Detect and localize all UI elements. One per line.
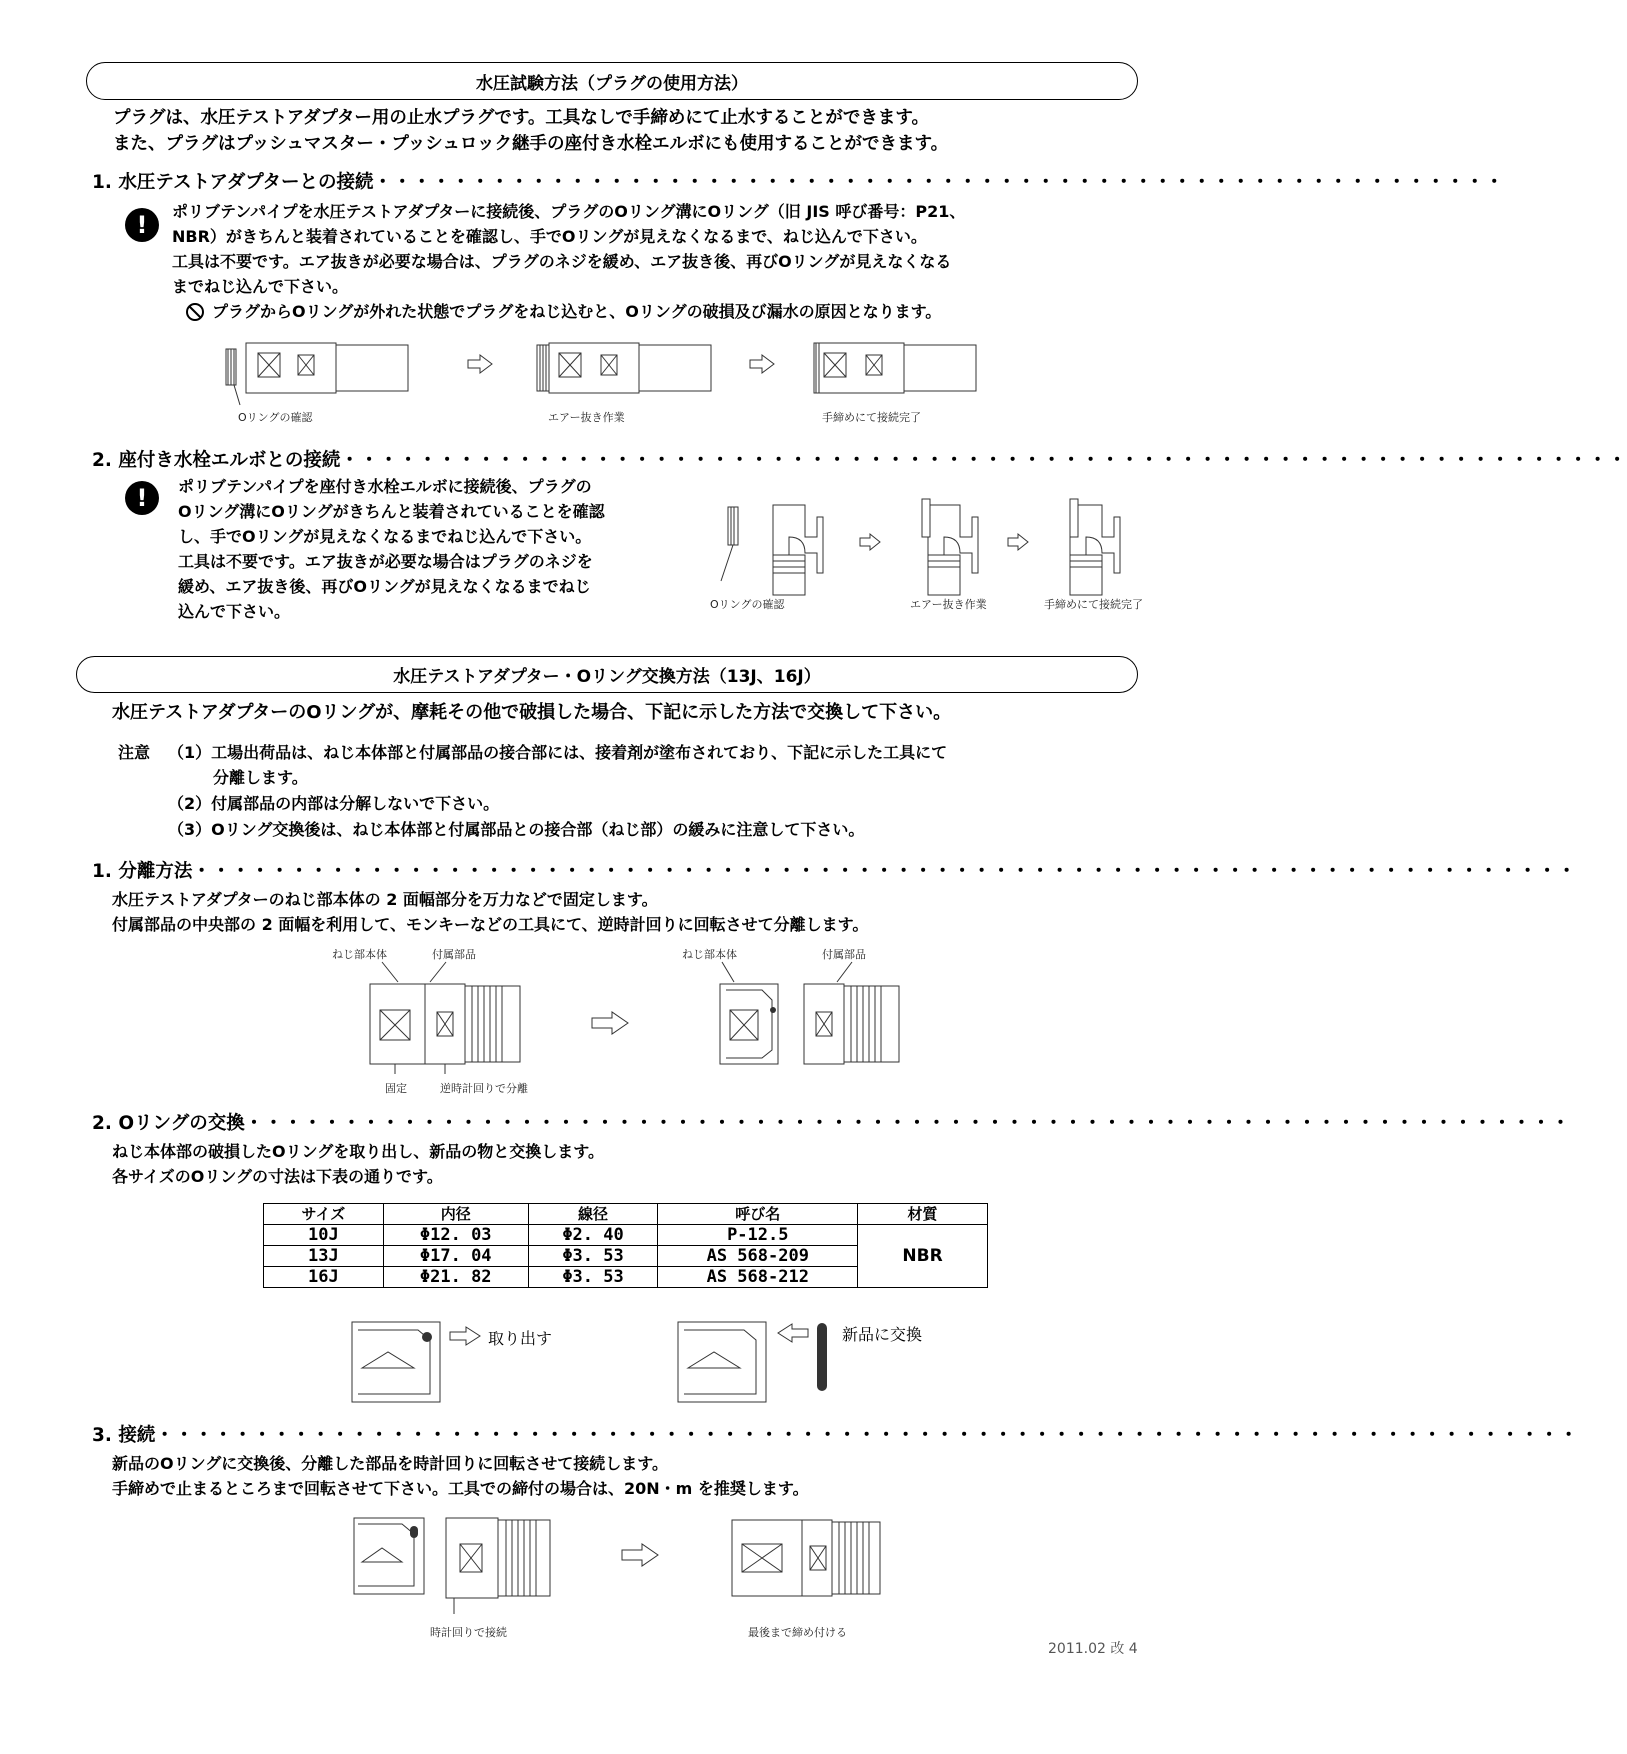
note-1b: 分離します。 [213, 768, 308, 787]
b2-diagram-replace [674, 1318, 774, 1406]
b2-heading: 2. Oリングの交換・・・・・・・・・・・・・・・・・・・・・・・・・・・・・・・・・・・・・・・・・・・・・・・・・・・・・・・・・・・・・・・・・・・・ [92, 1113, 1571, 1134]
table-cell: AS 568-209 [658, 1246, 858, 1267]
s1-diagram-2 [533, 335, 733, 405]
table-header: 線径 [528, 1204, 658, 1225]
oring-size-table [263, 1203, 988, 1288]
b3-heading: 3. 接続・・・・・・・・・・・・・・・・・・・・・・・・・・・・・・・・・・・・・・・・・・・・・・・・・・・・・・・・・・・・・・・・・・・・・・・・・ [92, 1425, 1579, 1446]
arrow-right-icon [620, 1542, 660, 1568]
section-header-title: 水圧テストアダプター・Oリング交換方法（13J、16J） [393, 667, 821, 687]
s1-prohibit-text: プラグからOリングが外れた状態でプラグをねじ込むと、Oリングの破損及び漏水の原因となります。 [212, 302, 942, 321]
table-cell: Φ3. 53 [528, 1267, 658, 1288]
table-cell: Φ21. 82 [383, 1267, 528, 1288]
s2-diagram-2 [908, 495, 998, 595]
b1-heading: 1. 分離方法・・・・・・・・・・・・・・・・・・・・・・・・・・・・・・・・・・・・・・・・・・・・・・・・・・・・・・・・・・・・・・・・・・・・・・・ [92, 861, 1577, 882]
s2-diagram-3 [1050, 495, 1140, 595]
s2-caption-3: 手締めにて接続完了 [1044, 598, 1143, 611]
leader-dots: ・・・・・・・・・・・・・・・・・・・・・・・・・・・・・・・・・・・・・・・・・・・・・・・・・・・・・・・・・・ [373, 172, 1505, 193]
table-cell: Φ2. 40 [528, 1225, 658, 1246]
arrow-right-icon [448, 1325, 482, 1347]
s2-caption-2: エアー抜き作業 [910, 598, 987, 611]
s2-line-4: 工具は不要です。エア抜きが必要な場合はプラグのネジを [178, 552, 593, 571]
table-cell-material: NBR [858, 1225, 988, 1288]
b1-label-body: ねじ部本体 [332, 948, 387, 961]
new-oring-icon [816, 1322, 828, 1392]
arrow-right-icon [466, 353, 494, 375]
table-cell: P-12.5 [658, 1225, 858, 1246]
arrow-right-icon [590, 1010, 630, 1036]
warning-icon: ! [125, 481, 159, 515]
table-cell: Φ12. 03 [383, 1225, 528, 1246]
b3-line-1: 新品のOリングに交換後、分離した部品を時計回りに回転させて接続します。 [112, 1454, 669, 1473]
b3-line-2: 手締めで止まるところまで回転させて下さい。工具での締付の場合は、20N・m を推奨します。 [112, 1479, 809, 1498]
table-row [264, 1225, 988, 1246]
b1-label-part2: 付属部品 [822, 948, 866, 961]
b2-replace-label: 新品に交換 [842, 1325, 923, 1344]
table-header-row [264, 1204, 988, 1225]
section-header-water-pressure-test [86, 62, 1138, 100]
table-cell: Φ3. 53 [528, 1246, 658, 1267]
s1-line-4: までねじ込んで下さい。 [172, 277, 349, 296]
table-cell: 16J [264, 1267, 384, 1288]
b2-diagram-remove [348, 1318, 448, 1406]
section-header-oring-replacement [76, 656, 1138, 693]
section-2-heading: 2. 座付き水栓エルボとの接続・・・・・・・・・・・・・・・・・・・・・・・・・・・・・・・・・・・・・・・・・・・・・・・・・・・・・・・・・・・・・・・・・・ [92, 450, 1627, 471]
table-header: 内径 [383, 1204, 528, 1225]
s1-caption-3: 手締めにて接続完了 [822, 411, 921, 424]
warning-icon: ! [125, 208, 159, 242]
s2-diagram-1 [713, 495, 833, 595]
b1-diagram-assembled [360, 960, 530, 1080]
b1-label-part: 付属部品 [432, 948, 476, 961]
note-2: （2）付属部品の内部は分解しないで下さい。 [168, 794, 500, 813]
section-header-title: 水圧試験方法（プラグの使用方法） [476, 73, 748, 94]
notes-label: 注意 [118, 743, 151, 762]
intro2-line: 水圧テストアダプターのOリングが、摩耗その他で破損した場合、下記に示した方法で交換して下さい。 [112, 702, 952, 723]
b3-final-label: 最後まで締め付ける [748, 1626, 847, 1639]
s2-line-2: Oリング溝にOリングがきちんと装着されていることを確認 [178, 502, 605, 521]
intro-line-1: プラグは、水圧テストアダプター用の止水プラグです。工具なしで手締めにて止水することができます。 [113, 108, 930, 128]
intro-line-2: また、プラグはプッシュマスター・プッシュロック継手の座付き水栓エルボにも使用することができます。 [113, 134, 949, 154]
b1-line-1: 水圧テストアダプターのねじ部本体の 2 面幅部分を万力などで固定します。 [112, 890, 658, 909]
s1-line-3: 工具は不要です。エア抜きが必要な場合は、プラグのネジを緩め、エア抜き後、再びOリングが見えなくなる [172, 252, 952, 271]
s2-line-1: ポリブテンパイプを座付き水栓エルボに接続後、プラグの [178, 477, 592, 496]
table-header: サイズ [264, 1204, 384, 1225]
b1-label-body2: ねじ部本体 [682, 948, 737, 961]
s1-diagram-1 [218, 335, 418, 405]
b3-diagram-after [728, 1510, 888, 1610]
leader-dots: ・・・・・・・・・・・・・・・・・・・・・・・・・・・・・・・・・・・・・・・・・・・・・・・・・・・・・・・・・・・・・・・・・・・・ [244, 1113, 1571, 1134]
b2-line-1: ねじ本体部の破損したOリングを取り出し、新品の物と交換します。 [112, 1142, 605, 1161]
b3-diagram-before [350, 1510, 560, 1620]
prohibited-icon [185, 302, 205, 322]
b3-cw-label: 時計回りで接続 [430, 1626, 507, 1639]
section-1-heading: 1. 水圧テストアダプターとの接続・・・・・・・・・・・・・・・・・・・・・・・・・・・・・・・・・・・・・・・・・・・・・・・・・・・・・・・・・・ [92, 172, 1505, 193]
table-cell: 13J [264, 1246, 384, 1267]
arrow-right-icon [1006, 532, 1030, 552]
arrow-right-icon [748, 353, 776, 375]
s1-line-1: ポリブテンパイプを水圧テストアダプターに接続後、プラグのOリング溝にOリング（旧 JIS 呼び番号：P21、 [172, 202, 966, 221]
s1-diagram-3 [810, 335, 1010, 405]
table-header: 呼び名 [658, 1204, 858, 1225]
leader-dots: ・・・・・・・・・・・・・・・・・・・・・・・・・・・・・・・・・・・・・・・・・・・・・・・・・・・・・・・・・・・・・・・・・・・・・・・ [192, 861, 1577, 882]
b2-line-2: 各サイズのOリングの寸法は下表の通りです。 [112, 1167, 443, 1186]
s1-caption-2: エアー抜き作業 [548, 411, 625, 424]
leader-dots: ・・・・・・・・・・・・・・・・・・・・・・・・・・・・・・・・・・・・・・・・・・・・・・・・・・・・・・・・・・・・・・・・・・・・・・・・・ [155, 1425, 1579, 1446]
table-cell: AS 568-212 [658, 1267, 858, 1288]
b1-line-2: 付属部品の中央部の 2 面幅を利用して、モンキーなどの工具にて、逆時計回りに回転させて分離します。 [112, 915, 869, 934]
table-cell: 10J [264, 1225, 384, 1246]
s1-line-2: NBR）がきちんと装着されていることを確認し、手でOリングが見えなくなるまで、ねじ込んで下さい。 [172, 227, 927, 246]
b1-label-ccw: 逆時計回りで分離 [440, 1082, 528, 1095]
arrow-right-icon [858, 532, 882, 552]
s2-line-3: し、手でOリングが見えなくなるまでねじ込んで下さい。 [178, 527, 592, 546]
note-3: （3）Oリング交換後は、ねじ本体部と付属部品との接合部（ねじ部）の緩みに注意して下さい。 [168, 820, 865, 839]
s1-caption-1: Oリングの確認 [238, 411, 313, 424]
note-1a: （1）工場出荷品は、ねじ本体部と付属部品の接合部には、接着剤が塗布されており、下記に示した工具にて [168, 743, 948, 762]
s2-caption-1: Oリングの確認 [710, 598, 785, 611]
footer-date-revision: 2011.02 改 4 [1048, 1641, 1138, 1657]
table-cell: Φ17. 04 [383, 1246, 528, 1267]
leader-dots: ・・・・・・・・・・・・・・・・・・・・・・・・・・・・・・・・・・・・・・・・・・・・・・・・・・・・・・・・・・・・・・・・・・ [340, 450, 1627, 471]
b1-diagram-separated [712, 960, 912, 1080]
arrow-left-icon [776, 1322, 810, 1344]
b1-label-fix: 固定 [385, 1082, 407, 1095]
b2-remove-label: 取り出す [488, 1329, 553, 1348]
s2-line-6: 込んで下さい。 [178, 602, 291, 621]
s2-line-5: 緩め、エア抜き後、再びOリングが見えなくなるまでねじ [178, 577, 591, 596]
table-header: 材質 [858, 1204, 988, 1225]
